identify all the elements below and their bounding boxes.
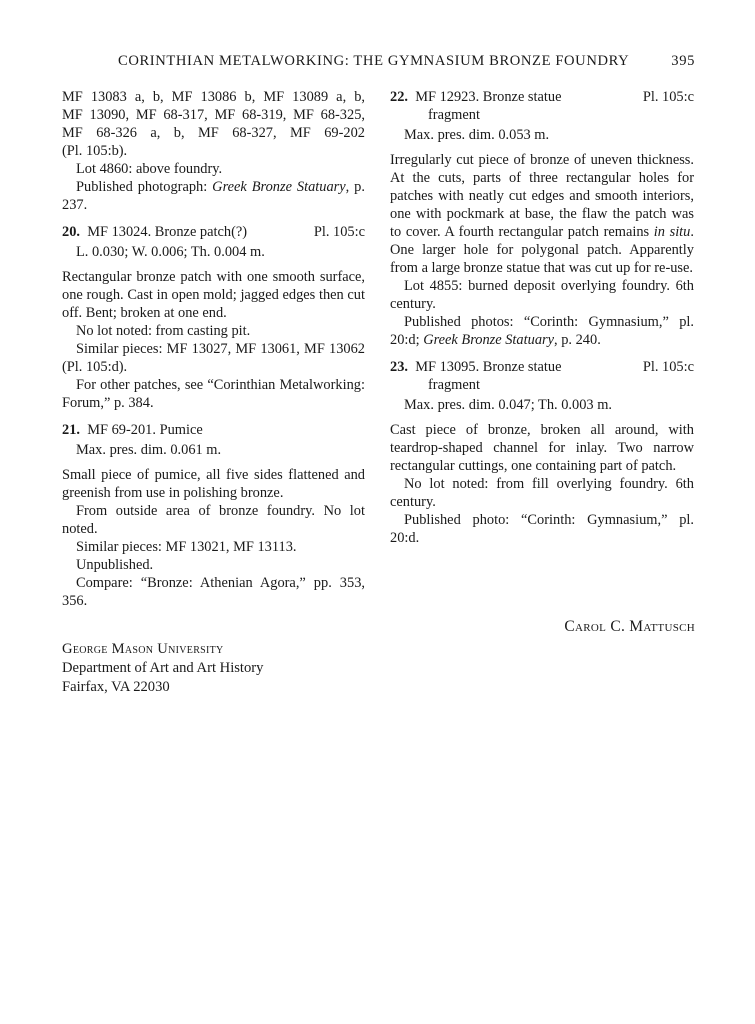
description: Small piece of pumice, all five sides flattened and greenish from use in polishing bronze. [62, 467, 365, 501]
dimensions: Max. pres. dim. 0.061 m. [76, 442, 222, 458]
entry-title: MF 13024. Bronze patch(?) [87, 224, 248, 240]
origin-note: From outside area of bronze foundry. No lot noted. [62, 503, 365, 537]
description: Rectangular bronze patch with one smooth surface, one rough. Cast in open mold; jagged edges then cut off. Bent; broken at one end. [62, 269, 365, 321]
author-signature: Carol C. Mattusch [564, 618, 695, 635]
catalogue-entry-20 [62, 223, 365, 241]
similar-pieces: Similar pieces: MF 13027, MF 13061, MF 13062 (Pl. 105:d). [62, 341, 365, 375]
lot-note: No lot noted: from fill overlying foundry. 6th century. [390, 476, 694, 510]
entry-title: MF 12923. Bronze statue [415, 89, 562, 105]
entry-number: 20. [62, 224, 80, 240]
publication-note: Published photo: “Corinth: Gymnasium,” pl. 20:d. [390, 512, 694, 546]
entry-title: MF 13095. Bronze statue [415, 359, 562, 375]
dimensions: Max. pres. dim. 0.053 m. [404, 127, 550, 143]
compare-note: Compare: “Bronze: Athenian Agora,” pp. 353, 356. [62, 575, 365, 609]
entry-number: 22. [390, 89, 408, 105]
dimensions: L. 0.030; W. 0.006; Th. 0.004 m. [76, 244, 265, 260]
department: Department of Art and Art History [62, 660, 264, 676]
publication-note: Unpublished. [76, 557, 154, 573]
description: Irregularly cut piece of bronze of uneven thickness. At the cuts, parts of three rectangular holes for patches with neatly cut edges and smooth interiors, one with pockmark at base, the flaw the patch was to cover. A fourth rectangular patch remains in situ. One larger hole for polygonal patch. Apparently from a large bronze statue that was cut up for re-use. [390, 152, 694, 276]
plate-ref: Pl. 105:c [642, 359, 694, 375]
entry-title-cont: fragment [428, 107, 480, 123]
entry-title-cont: fragment [428, 377, 480, 393]
continued-line: MF 13090, MF 68-317, MF 68-319, MF 68-325, [62, 107, 365, 123]
page-number: 395 [671, 53, 695, 69]
continued-line: (Pl. 105:b). [62, 143, 128, 159]
reference-note: For other patches, see “Corinthian Metalworking: Forum,” p. 384. [62, 377, 365, 411]
similar-pieces: Similar pieces: MF 13021, MF 13113. [76, 539, 297, 555]
city: Fairfax, VA 22030 [62, 679, 170, 695]
plate-ref: Pl. 105:c [313, 224, 365, 240]
lot-note: No lot noted: from casting pit. [76, 323, 251, 339]
left-column [62, 88, 365, 610]
catalogue-entry-21 [62, 421, 365, 439]
entry-number: 21. [62, 422, 80, 438]
publication-note: Published photos: “Corinth: Gymnasium,” pl. 20:d; Greek Bronze Statuary, p. 240. [390, 314, 694, 348]
lot-note: Lot 4860: above foundry. [76, 161, 223, 177]
catalogue-entry-23 [390, 358, 694, 394]
lot-note: Lot 4855: burned deposit overlying foundry. 6th century. [390, 278, 694, 312]
author-address [62, 640, 263, 697]
entry-number: 23. [390, 359, 408, 375]
institution: George Mason University [62, 641, 224, 657]
continued-line: MF 13083 a, b, MF 13086 b, MF 13089 a, b, [62, 89, 365, 105]
entry-title: MF 69-201. Pumice [87, 422, 203, 438]
catalogue-entry-22 [390, 88, 694, 124]
continued-line: MF 68-326 a, b, MF 68-327, MF 69-202 [62, 125, 365, 141]
dimensions: Max. pres. dim. 0.047; Th. 0.003 m. [404, 397, 612, 413]
publication-note: Published photograph: Greek Bronze Statuary, p. 237. [62, 179, 365, 213]
plate-ref: Pl. 105:c [642, 89, 694, 105]
right-column [390, 88, 694, 547]
running-title: CORINTHIAN METALWORKING: THE GYMNASIUM BRONZE FOUNDRY [118, 53, 630, 69]
description: Cast piece of bronze, broken all around, with teardrop-shaped channel for inlay. Two narrow rectangular cuttings, one containing part of patch. [390, 422, 694, 474]
